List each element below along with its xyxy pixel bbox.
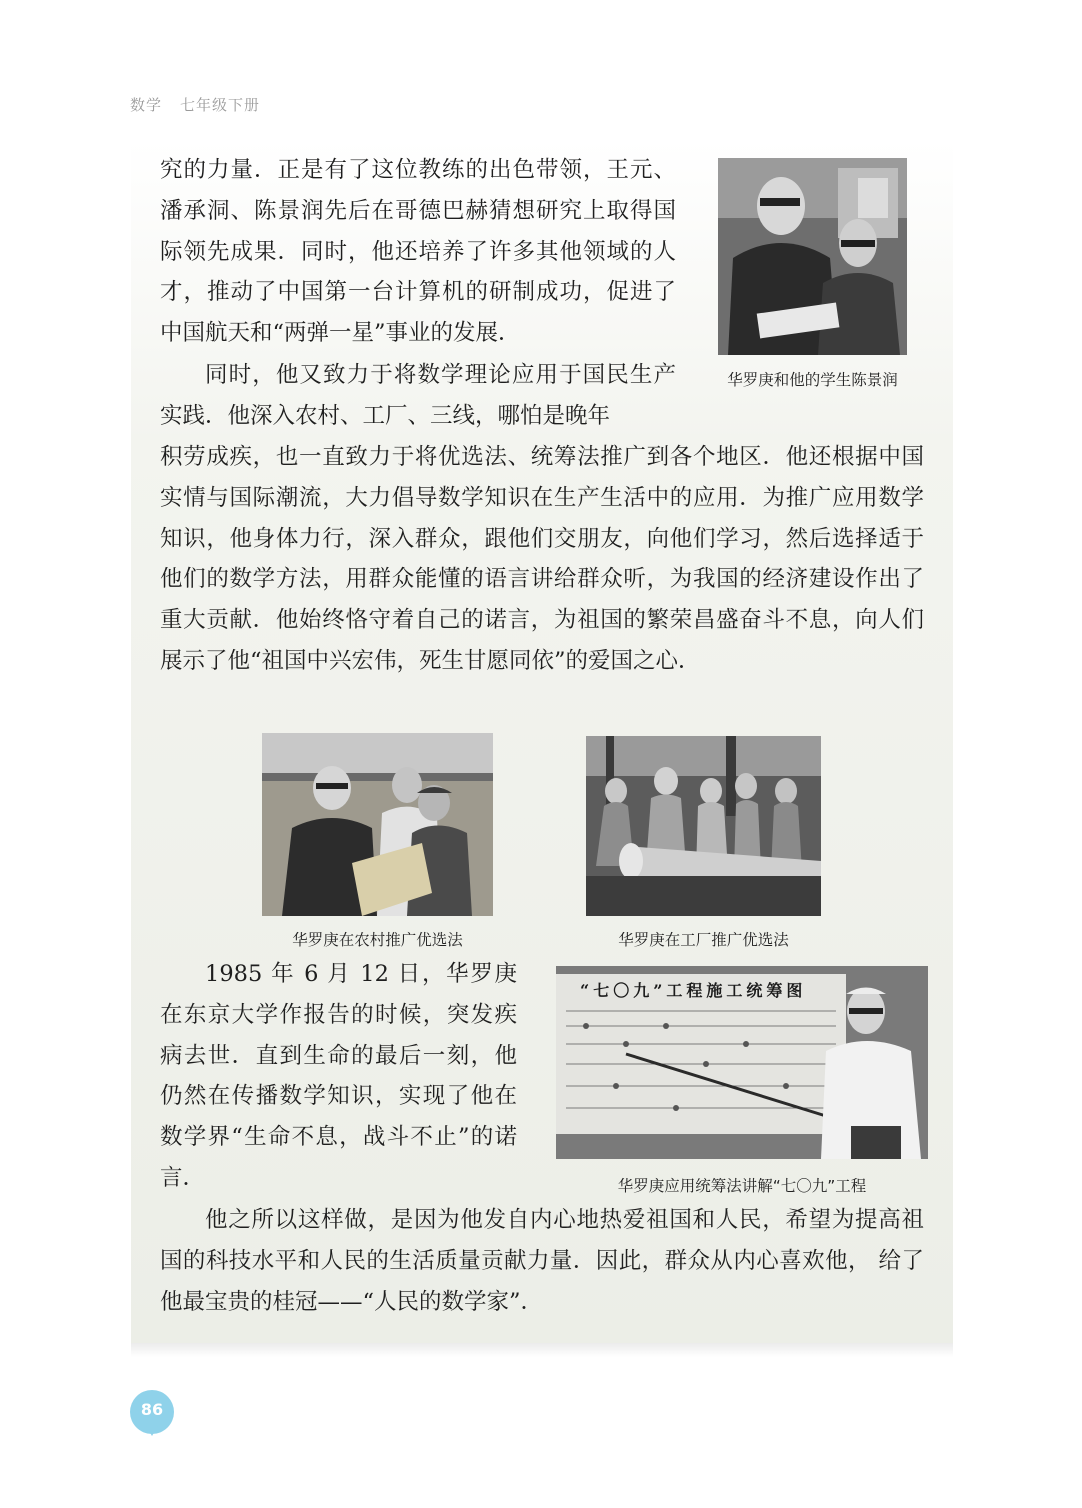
panel-shadow: [131, 1343, 953, 1357]
paragraph-3: 1985 年 6 月 12 日，华罗庚在东京大学作报告的时候，突发疾病去世．直到生命的最后一刻，他仍然在传播数学知识，实现了他在数学界“生命不息，战斗不止”的诺言．: [160, 961, 517, 1191]
header-subject: 数学: [130, 96, 163, 114]
caption-project-709: 华罗庚应用统筹法讲解“七〇九”工程: [617, 1177, 867, 1195]
photo-factory: [586, 736, 821, 916]
photo-hua-and-chen: [718, 158, 907, 355]
caption-hua-and-chen: 华罗庚和他的学生陈景润: [727, 371, 898, 389]
project-chart-title: “七〇九”工程施工统筹图: [580, 981, 807, 1000]
paragraph-4: 他之所以这样做，是因为他发自内心地热爱祖国和人民，希望为提高祖国的科技水平和人民的生活质量贡献力量．因此，群众从内心喜欢他， 给了他最宝贵的桂冠——“人民的数学家”．: [160, 1207, 924, 1315]
paragraph-2-start: 同时，他又致力于将数学理论应用于国民生产实践．他深入农村、工厂、三线，哪怕是晚年: [160, 362, 676, 429]
page-number-badge-tail: [146, 1426, 158, 1436]
page-number: 86: [140, 1400, 164, 1419]
paragraph-1: 究的力量．正是有了这位教练的出色带领，王元、潘承洞、陈景润先后在哥德巴赫猜想研究上取得国际领先成果．同时，他还培养了许多其他领域的人才，推动了中国第一台计算机的研制成功，促进了中国航天和“两弹一星”事业的发展．: [160, 157, 676, 347]
photo-village: [262, 733, 493, 916]
photo-project-709: [556, 966, 928, 1159]
caption-village: 华罗庚在农村推广优选法: [292, 931, 463, 949]
caption-factory: 华罗庚在工厂推广优选法: [618, 931, 789, 949]
running-header: [130, 94, 260, 115]
paragraph-2-continued: 积劳成疾，也一直致力于将优选法、统筹法推广到各个地区．他还根据中国实情与国际潮流，大力倡导数学知识在生产生活中的应用．为推广应用数学知识，他身体力行，深入群众，跟他们交朋友，向他们学习，然后选择适于他们的数学方法，用群众能懂的语言讲给群众听，为我国的经济建设作出了重大贡献．他始终恪守着自己的诺言，为祖国的繁荣昌盛奋斗不息，向人们展示了他“祖国中兴宏伟，死生甘愿同依”的爱国之心．: [160, 444, 924, 674]
header-grade: 七年级下册: [180, 96, 261, 114]
